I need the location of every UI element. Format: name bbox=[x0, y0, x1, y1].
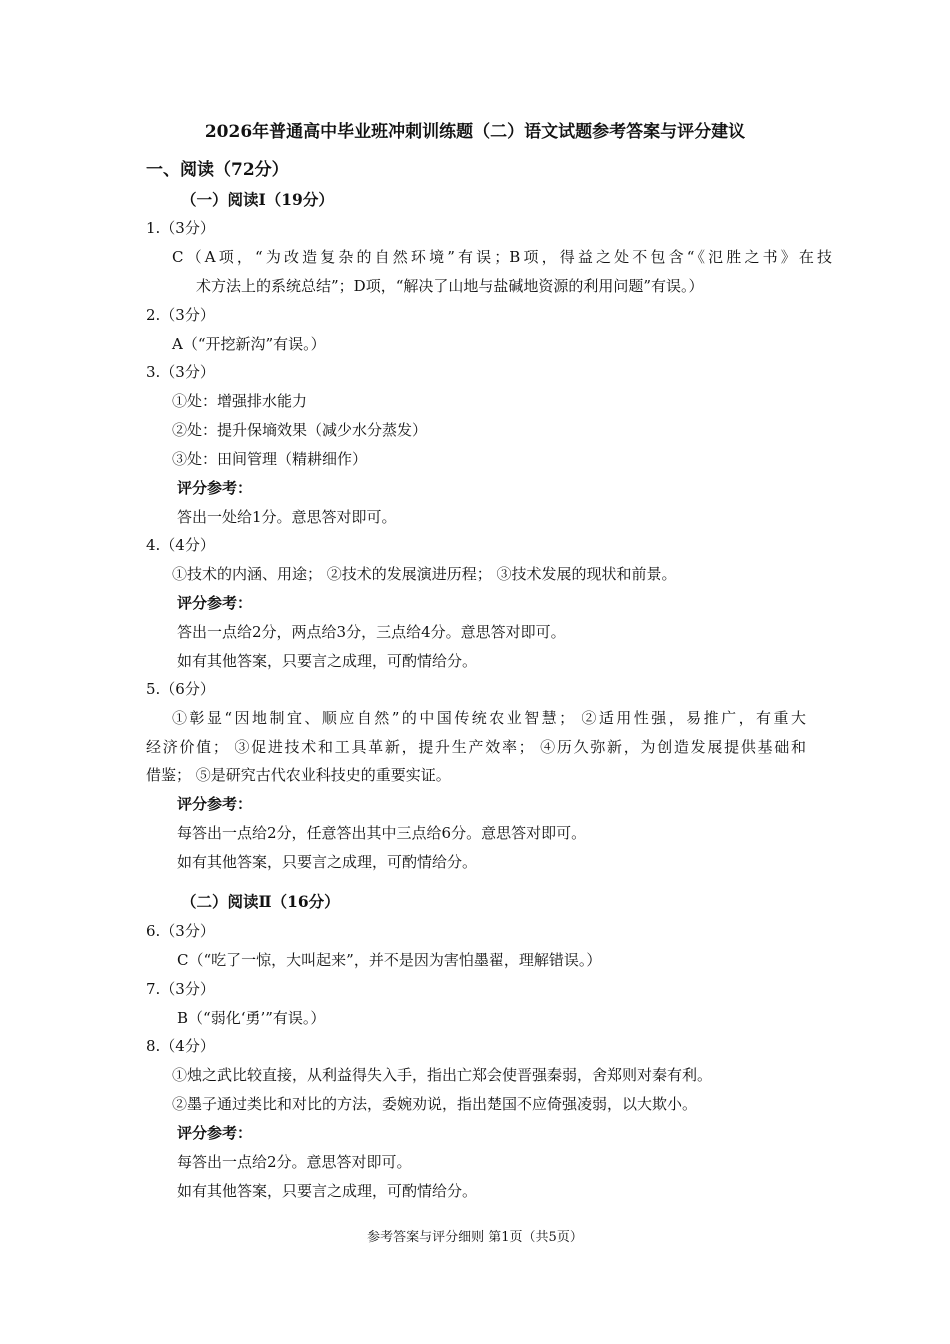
question-4-grading-label: 评分参考： bbox=[177, 594, 253, 612]
question-4-grading-note-2: 如有其他答案，只要言之成理，可酌情给分。 bbox=[177, 652, 478, 670]
question-2-label: 2.（3分） bbox=[146, 306, 215, 324]
question-5-label: 5.（6分） bbox=[146, 680, 215, 698]
question-8-grading-label: 评分参考： bbox=[177, 1124, 253, 1142]
question-6-label: 6.（3分） bbox=[146, 922, 215, 940]
question-6-answer: C（“吃了一惊，大叫起来”，并不是因为害怕墨翟，理解错误。） bbox=[177, 951, 602, 969]
document-title: 2026年普通高中毕业班冲刺训练题（二）语文试题参考答案与评分建议 bbox=[204, 122, 746, 142]
question-1-answer-line-2: 术方法上的系统总结”；D项，“解决了山地与盐碱地资源的利用问题”有误。） bbox=[196, 277, 704, 295]
question-4-label: 4.（4分） bbox=[146, 536, 215, 554]
part-heading-reading-1: （一）阅读Ⅰ（19分） bbox=[181, 190, 334, 209]
question-4-answer: ①技术的内涵、用途； ②技术的发展演进历程； ③技术发展的现状和前景。 bbox=[172, 565, 677, 583]
question-3-point-3: ③处：田间管理（精耕细作） bbox=[172, 450, 368, 468]
question-1-label: 1.（3分） bbox=[146, 219, 215, 237]
question-5-answer-line-1: ①彰显“因地制宜、顺应自然”的中国传统农业智慧； ②适用性强，易推广，有重大 bbox=[172, 709, 806, 727]
question-5-grading-note-2: 如有其他答案，只要言之成理，可酌情给分。 bbox=[177, 853, 478, 871]
question-7-answer: B（“弱化‘勇’”有误。） bbox=[177, 1009, 326, 1027]
question-2-answer: A（“开挖新沟”有误。） bbox=[172, 335, 326, 353]
question-1-answer-line-1: C（A项，“为改造复杂的自然环境”有误；B项，得益之处不包含“《氾胜之书》在技 bbox=[172, 248, 832, 266]
question-8-label: 8.（4分） bbox=[146, 1037, 215, 1055]
question-3-grading-note: 答出一处给1分。意思答对即可。 bbox=[177, 508, 397, 526]
question-5-grading-note-1: 每答出一点给2分，任意答出其中三点给6分。意思答对即可。 bbox=[177, 824, 587, 842]
question-3-point-1: ①处：增强排水能力 bbox=[172, 392, 308, 410]
question-8-point-2: ②墨子通过类比和对比的方法，委婉劝说，指出楚国不应倚强凌弱，以大欺小。 bbox=[172, 1095, 698, 1113]
page-footer: 参考答案与评分细则 第1页（共5页） bbox=[367, 1230, 583, 1245]
question-5-answer-line-2: 经济价值； ③促进技术和工具革新，提升生产效率； ④历久弥新，为创造发展提供基础和 bbox=[146, 738, 806, 756]
question-3-point-2: ②处：提升保墒效果（减少水分蒸发） bbox=[172, 421, 428, 439]
section-heading-reading: 一、阅读（72分） bbox=[146, 160, 289, 180]
question-3-label: 3.（3分） bbox=[146, 363, 215, 381]
part-heading-reading-2: （二）阅读Ⅱ（16分） bbox=[181, 892, 340, 911]
question-3-grading-label: 评分参考： bbox=[177, 479, 253, 497]
question-5-grading-label: 评分参考： bbox=[177, 795, 253, 813]
question-8-grading-note-1: 每答出一点给2分。意思答对即可。 bbox=[177, 1153, 412, 1171]
question-4-grading-note-1: 答出一点给2分，两点给3分，三点给4分。意思答对即可。 bbox=[177, 623, 566, 641]
question-5-answer-line-3: 借鉴； ⑤是研究古代农业科技史的重要实证。 bbox=[146, 766, 451, 784]
question-7-label: 7.（3分） bbox=[146, 980, 215, 998]
question-8-point-1: ①烛之武比较直接，从利益得失入手，指出亡郑会使晋强秦弱，舍郑则对秦有利。 bbox=[172, 1066, 713, 1084]
question-8-grading-note-2: 如有其他答案，只要言之成理，可酌情给分。 bbox=[177, 1182, 478, 1200]
